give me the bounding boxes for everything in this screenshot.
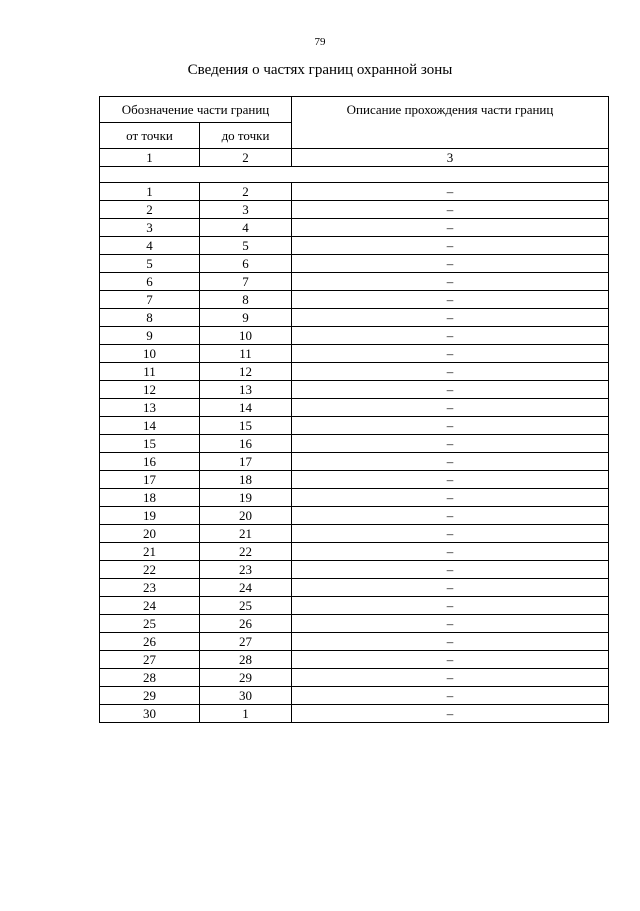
header-from-point: от точки — [100, 123, 200, 149]
table-body — [100, 149, 609, 723]
section-spacer-row — [100, 167, 609, 183]
cell-to-point: 22 — [200, 543, 292, 561]
cell-from-point: 7 — [100, 291, 200, 309]
cell-description: – — [292, 633, 609, 651]
table-row — [100, 237, 609, 255]
cell-description: – — [292, 651, 609, 669]
table-row — [100, 615, 609, 633]
cell-description: – — [292, 237, 609, 255]
cell-description: – — [292, 579, 609, 597]
page-number: 79 — [314, 36, 326, 48]
cell-to-point: 8 — [200, 291, 292, 309]
cell-from-point: 9 — [100, 327, 200, 345]
cell-description: – — [292, 687, 609, 705]
cell-from-point: 5 — [100, 255, 200, 273]
header-description: Описание прохождения части границ — [292, 97, 609, 149]
cell-from-point: 13 — [100, 399, 200, 417]
column-number: 2 — [200, 149, 292, 167]
cell-to-point: 19 — [200, 489, 292, 507]
cell-description: – — [292, 309, 609, 327]
column-number-row — [100, 149, 609, 167]
cell-to-point: 14 — [200, 399, 292, 417]
cell-to-point: 6 — [200, 255, 292, 273]
cell-description: – — [292, 507, 609, 525]
cell-to-point: 5 — [200, 237, 292, 255]
cell-to-point: 27 — [200, 633, 292, 651]
column-number: 3 — [292, 149, 609, 167]
cell-to-point: 17 — [200, 453, 292, 471]
table-row — [100, 345, 609, 363]
cell-from-point: 17 — [100, 471, 200, 489]
cell-from-point: 12 — [100, 381, 200, 399]
cell-to-point: 12 — [200, 363, 292, 381]
table-row — [100, 651, 609, 669]
cell-to-point: 3 — [200, 201, 292, 219]
header-boundary-designation: Обозначение части границ — [100, 97, 292, 123]
table-row — [100, 381, 609, 399]
cell-from-point: 4 — [100, 237, 200, 255]
cell-to-point: 28 — [200, 651, 292, 669]
cell-description: – — [292, 597, 609, 615]
table-row — [100, 219, 609, 237]
table-row — [100, 471, 609, 489]
cell-to-point: 10 — [200, 327, 292, 345]
cell-description: – — [292, 183, 609, 201]
cell-from-point: 1 — [100, 183, 200, 201]
cell-to-point: 23 — [200, 561, 292, 579]
cell-description: – — [292, 327, 609, 345]
cell-description: – — [292, 453, 609, 471]
cell-from-point: 14 — [100, 417, 200, 435]
table-row — [100, 255, 609, 273]
table-row — [100, 597, 609, 615]
cell-from-point: 10 — [100, 345, 200, 363]
table-row — [100, 705, 609, 723]
cell-to-point: 18 — [200, 471, 292, 489]
cell-from-point: 18 — [100, 489, 200, 507]
document-title: Сведения о частях границ охранной зоны — [187, 62, 453, 78]
cell-from-point: 2 — [100, 201, 200, 219]
column-number: 1 — [100, 149, 200, 167]
table-row — [100, 525, 609, 543]
cell-to-point: 1 — [200, 705, 292, 723]
table-row — [100, 309, 609, 327]
cell-to-point: 20 — [200, 507, 292, 525]
cell-description: – — [292, 201, 609, 219]
section-spacer-cell — [100, 167, 609, 183]
cell-to-point: 2 — [200, 183, 292, 201]
table-row — [100, 579, 609, 597]
cell-description: – — [292, 273, 609, 291]
cell-description: – — [292, 381, 609, 399]
cell-description: – — [292, 471, 609, 489]
table-row — [100, 633, 609, 651]
cell-to-point: 29 — [200, 669, 292, 687]
cell-from-point: 30 — [100, 705, 200, 723]
cell-description: – — [292, 435, 609, 453]
cell-from-point: 16 — [100, 453, 200, 471]
cell-from-point: 29 — [100, 687, 200, 705]
cell-from-point: 28 — [100, 669, 200, 687]
table-row — [100, 363, 609, 381]
table-row — [100, 489, 609, 507]
cell-from-point: 6 — [100, 273, 200, 291]
cell-to-point: 13 — [200, 381, 292, 399]
cell-to-point: 15 — [200, 417, 292, 435]
table-row — [100, 399, 609, 417]
cell-description: – — [292, 489, 609, 507]
cell-description: – — [292, 561, 609, 579]
cell-from-point: 22 — [100, 561, 200, 579]
cell-to-point: 30 — [200, 687, 292, 705]
table-row — [100, 561, 609, 579]
cell-description: – — [292, 705, 609, 723]
table-row — [100, 687, 609, 705]
cell-from-point: 20 — [100, 525, 200, 543]
table-header — [100, 97, 609, 149]
table-row — [100, 669, 609, 687]
cell-to-point: 16 — [200, 435, 292, 453]
cell-from-point: 23 — [100, 579, 200, 597]
cell-to-point: 24 — [200, 579, 292, 597]
table-row — [100, 201, 609, 219]
boundary-parts-table — [99, 96, 609, 723]
cell-to-point: 26 — [200, 615, 292, 633]
cell-description: – — [292, 291, 609, 309]
cell-from-point: 24 — [100, 597, 200, 615]
cell-from-point: 25 — [100, 615, 200, 633]
cell-to-point: 7 — [200, 273, 292, 291]
header-to-point: до точки — [200, 123, 292, 149]
table-row — [100, 543, 609, 561]
cell-description: – — [292, 543, 609, 561]
cell-to-point: 11 — [200, 345, 292, 363]
table-row — [100, 183, 609, 201]
cell-description: – — [292, 255, 609, 273]
cell-description: – — [292, 615, 609, 633]
cell-to-point: 25 — [200, 597, 292, 615]
cell-from-point: 27 — [100, 651, 200, 669]
cell-to-point: 21 — [200, 525, 292, 543]
cell-from-point: 3 — [100, 219, 200, 237]
cell-from-point: 21 — [100, 543, 200, 561]
table-row — [100, 417, 609, 435]
cell-from-point: 19 — [100, 507, 200, 525]
table-row — [100, 453, 609, 471]
cell-from-point: 8 — [100, 309, 200, 327]
cell-to-point: 9 — [200, 309, 292, 327]
cell-from-point: 11 — [100, 363, 200, 381]
table-row — [100, 507, 609, 525]
cell-to-point: 4 — [200, 219, 292, 237]
cell-from-point: 15 — [100, 435, 200, 453]
table-row — [100, 435, 609, 453]
cell-description: – — [292, 219, 609, 237]
table-row — [100, 273, 609, 291]
cell-description: – — [292, 669, 609, 687]
table-row — [100, 327, 609, 345]
cell-description: – — [292, 363, 609, 381]
table-row — [100, 291, 609, 309]
cell-description: – — [292, 525, 609, 543]
cell-description: – — [292, 345, 609, 363]
cell-description: – — [292, 417, 609, 435]
cell-description: – — [292, 399, 609, 417]
cell-from-point: 26 — [100, 633, 200, 651]
